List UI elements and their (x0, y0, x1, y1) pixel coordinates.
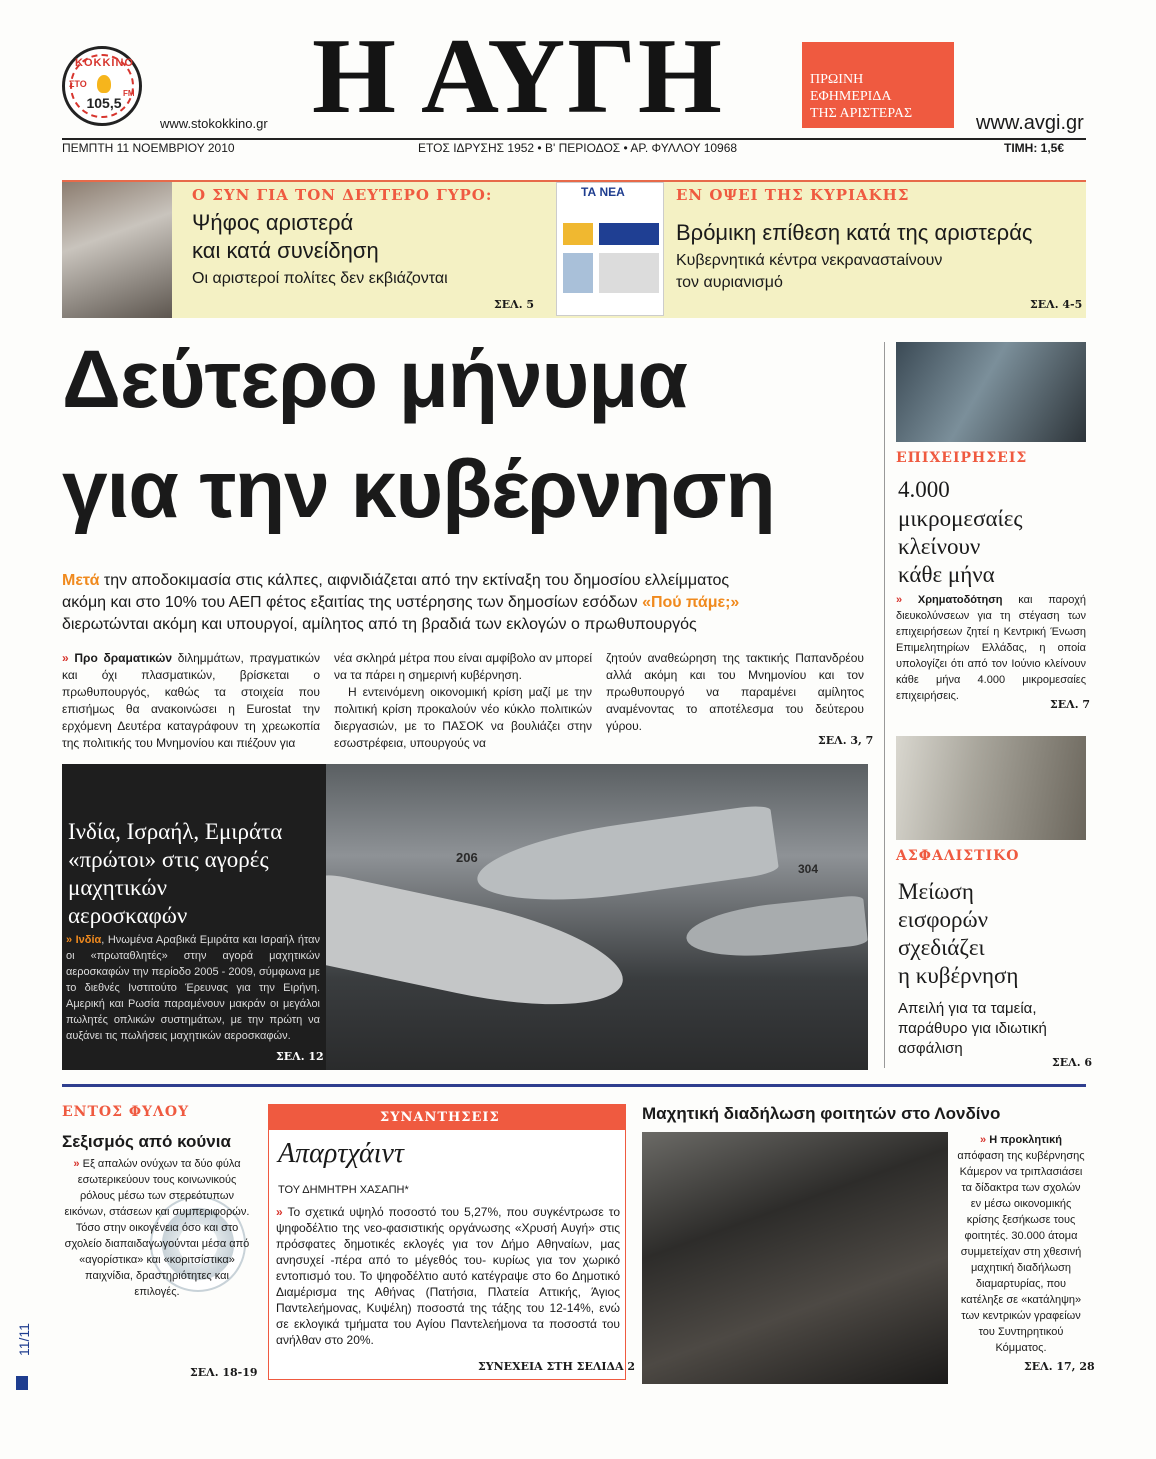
london-photo (642, 1132, 948, 1384)
business-body-bold: Χρηματοδότηση (917, 594, 1003, 606)
business-headline-4[interactable]: κάθε μήνα (898, 562, 995, 587)
jet-number-2: 304 (798, 862, 819, 876)
business-photo (896, 342, 1086, 442)
jets-headline-2[interactable]: «πρώτοι» στις αγορές (68, 847, 269, 872)
lead-intro (62, 570, 882, 636)
inside-body-text: Εξ απαλών ονύχων τα δύο φύλα εσωτερικεύουν τους κοινωνικούς ρόλους μέσω των στερεότυπων εικόνων, στάσεων και συμπεριφορών. Τόσο στην οικογένεια όσο και στο σχολείο διαπαιδαγωγούνται μέσα από «αγορίστικα» και «κοριτσίστικα» παιχνίδια, δραστηριότητες και επιλογές. (64, 1158, 250, 1298)
insurance-headline-4[interactable]: η κυβέρνηση (898, 963, 1019, 988)
jet-1 (473, 803, 780, 914)
meetings-headline[interactable]: Απαρτχάιντ (278, 1138, 404, 1169)
issue-date: ΠΕΜΠΤΗ 11 ΝΟΕΜΒΡΙΟΥ 2010 (62, 141, 235, 155)
thumb-image-2 (599, 223, 659, 245)
tagline-line-2: ΕΦΗΜΕΡΙΔΑ (810, 89, 892, 104)
meetings-body-text: Το σχετικά υψηλό ποσοστό του 5,27%, που συγκέντρωσε το ψηφοδέλτιο της νεο-φασιστικής οργάνωσης «Χρυσή Αυγή» στις πρόσφατες δημοτικές εκλογές για τον Δήμο Αθηναίων, μας ανησυχεί -πέρα από το μέγεθός του- κυρίως για τον χωρικό εντοπισμό του. Το ψηφοδέλτιο αυτό κατέγραψε στο 6ο Δημοτικό Διαμέρισμα της Αθήνας (Πατήσια, Πλατεία Αττικής, Άγιος Παντελεήμονας, Κυψέλη) ποσοστά της τάξης του 12-14%, ενώ σε εκλογικά τμήματα του Αγίου Παντελεήμονα τα ποσοστά του ανήλθαν στο 20%. (276, 1205, 621, 1347)
inside-body (62, 1156, 252, 1300)
lead-intro-3: διερωτώνται ακόμη και υπουργοί, αμίλητος από τη βραδιά των εκλογών ο πρωθυπουργός (62, 616, 697, 633)
issue-price: ΤΙΜΗ: 1,5€ (1004, 141, 1065, 155)
business-body (896, 592, 1086, 704)
lead-col1-text: διλημμάτων, πραγματικών και όχι πλασματικών, βρίσκεται ο πρωθυπουργός, καθώς τα στοιχεία που επισήμως θα ανακοινώσει η Eurostat την ερχόμενη Δευτέρα καταγράφουν τη χρεωκοπία της πολιτικής του Μνημονίου και πιέζουν για (62, 651, 320, 750)
radio-logo[interactable] (62, 46, 142, 126)
lead-intro-word: Μετά (62, 572, 100, 589)
arrow-icon: » (66, 934, 73, 946)
bulb-icon (97, 75, 111, 93)
radio-logo-top: KOKKINO (75, 57, 134, 69)
thumb-image-3 (563, 253, 593, 293)
teaser-left-headline-2[interactable]: και κατά συνείδηση (192, 238, 379, 263)
radio-logo-freq: 105,5 (86, 95, 122, 111)
insurance-sub-2: παράθυρο για ιδιωτική (898, 1020, 1047, 1037)
jets-body-bold: Ινδία (75, 934, 102, 946)
lead-intro-2: ακόμη και στο 10% του ΑΕΠ φέτος εξαιτίας της υστέρησης των δημοσίων εσόδων (62, 594, 643, 611)
business-page: ΣΕΛ. 7 (1050, 698, 1091, 711)
radio-url[interactable]: www.stokokkino.gr (160, 116, 268, 131)
jets-headline-1[interactable]: Ινδία, Ισραήλ, Εμιράτα (68, 819, 283, 844)
lead-headline-1[interactable]: Δεύτερο μήνυμα (62, 334, 687, 425)
inside-headline[interactable]: Σεξισμός από κούνια (62, 1132, 231, 1151)
business-headline-3[interactable]: κλείνουν (898, 534, 981, 559)
lead-headline-2[interactable]: για την κυβέρνηση (62, 444, 775, 535)
thumb-image-1 (563, 223, 593, 245)
meetings-section: ΣΥΝΑΝΤΗΣΕΙΣ (380, 1110, 500, 1125)
sidebar-divider (884, 342, 885, 1068)
teaser-left-photo (62, 182, 172, 318)
teaser-right-kicker: ΕΝ ΟΨΕΙ ΤΗΣ ΚΥΡΙΑΚΗΣ (676, 186, 910, 204)
side-marker (16, 1376, 28, 1390)
lead-intro-1: την αποδοκιμασία στις κάλπες, αιφνιδιάζεται από την εκτίναξη του δημοσίου ελλείμματος (99, 572, 730, 589)
side-date: 11/11 (16, 1323, 32, 1356)
business-body-text: και παροχή διευκολύνσεων για τη στέγαση των επιχειρήσεων ζητεί η Κεντρική Ένωση Επιμελητηρίων Ελλάδας, η οποία υπολογίζει ότι από τον Ιούνιο κλείνουν κάθε μήνα 4.000 μικρομεσαίες επιχειρήσεις. (896, 594, 1086, 702)
jets-body (66, 932, 320, 1044)
business-headline-2[interactable]: μικρομεσαίες (898, 506, 1023, 531)
jets-page: ΣΕΛ. 12 (276, 1050, 324, 1063)
lead-intro-quote: «Πού πάμε;» (642, 594, 740, 611)
meetings-byline: ΤΟΥ ΔΗΜΗΤΡΗ ΧΑΣΑΠΗ* (278, 1184, 409, 1196)
radio-logo-left: ΣΤΟ (69, 79, 87, 89)
tagline-box (802, 42, 954, 128)
inside-section: ΕΝΤΟΣ ΦΥΛΟΥ (62, 1104, 190, 1120)
london-body-text: απόφαση της κυβέρνησης Κάμερον να τριπλασιάσει τα δίδακτρα των σχολών εν μέσω οικονομικής κρίσης ξεσήκωσε τους φοιτητές. 30.000 άτομα συμμετείχαν στη χθεσινή μαχητική διαδήλωση διαμαρτυρίας, που κατέληξε σε «κατάληψη» των κεντρικών γραφείων του Συντηρητικού Κόμματος. (957, 1150, 1085, 1354)
lead-col3-text: ζητούν αναθεώρηση της τακτικής Παπανδρέου αλλά ακόμη και του Μνημονίου και τον πρωθυπουργό να παραμένει αμίλητος αναμένοντας το αποτέλεσμα του δεύτερου γύρου. (606, 651, 864, 733)
insurance-sub-3: ασφάλιση (898, 1040, 963, 1057)
arrow-icon: » (276, 1205, 283, 1219)
business-headline-1[interactable]: 4.000 (898, 477, 950, 502)
teaser-left-sub: Οι αριστεροί πολίτες δεν εκβιάζονται (192, 270, 448, 287)
insurance-page: ΣΕΛ. 6 (1052, 1056, 1093, 1069)
insurance-photo (896, 736, 1086, 840)
meetings-continue[interactable]: ΣΥΝΕΧΕΙΑ ΣΤΗ ΣΕΛΙΔΑ 2 (478, 1360, 636, 1373)
masthead-rule (62, 138, 1086, 140)
tagline-line-3: ΤΗΣ ΑΡΙΣΤΕΡΑΣ (810, 106, 913, 121)
jets-photo (326, 764, 868, 1070)
teaser-right-thumb (556, 182, 664, 316)
insurance-section: ΑΣΦΑΛΙΣΤΙΚΟ (896, 848, 1020, 864)
jet-number-1: 206 (456, 850, 478, 865)
jets-headline-3[interactable]: μαχητικών (68, 875, 167, 900)
insurance-headline-1[interactable]: Μείωση (898, 879, 974, 904)
jet-2 (684, 895, 868, 964)
teaser-thumb-label: ΤΑ ΝΕΑ (581, 185, 625, 199)
lead-column-2 (334, 650, 592, 752)
arrow-icon: » (980, 1134, 987, 1146)
insurance-sub-1: Απειλή για τα ταμεία, (898, 1000, 1037, 1017)
lead-column-1 (62, 650, 320, 752)
inside-page: ΣΕΛ. 18-19 (190, 1366, 258, 1379)
radio-logo-fm: FM (123, 89, 135, 98)
business-section: ΕΠΙΧΕΙΡΗΣΕΙΣ (896, 450, 1028, 466)
lead-col1-bold: Προ δραματικών (74, 651, 173, 665)
lead-col2b-text: Η εντεινόμενη οικονομική κρίση μαζί με την πολιτική κρίση προκαλούν νέο κύκλο πολιτικών διεργασιών, με το ΠΑΣΟΚ να βουλιάζει στην εσωστρέφεια, υπουργούς να (334, 685, 592, 750)
arrow-icon: » (73, 1158, 80, 1170)
thumb-image-4 (599, 253, 659, 293)
jets-headline-4[interactable]: αεροσκαφών (68, 903, 188, 928)
insurance-headline-2[interactable]: εισφορών (898, 907, 989, 932)
tagline-line-1: ΠΡΩΙΝΗ (810, 72, 864, 87)
teaser-right-sub-2: τον αυριανισμό (676, 274, 783, 291)
bottom-section-rule (62, 1084, 1086, 1087)
teaser-left-page: ΣΕΛ. 5 (494, 298, 535, 311)
london-page: ΣΕΛ. 17, 28 (1024, 1360, 1095, 1373)
teaser-right-page: ΣΕΛ. 4-5 (1030, 298, 1083, 311)
site-url[interactable]: www.avgi.gr (976, 112, 1084, 134)
arrow-icon: » (62, 651, 69, 665)
lead-col2a-text: νέα σκληρά μέτρα που είναι αμφίβολο αν μπορεί να τα πάρει η σημερινή κυβέρνηση. (334, 651, 592, 682)
teaser-right-sub-1: Κυβερνητικά κέντρα νεκραναστaίνουν (676, 252, 943, 269)
meetings-body (276, 1204, 620, 1348)
london-headline[interactable]: Μαχητική διαδήλωση φοιτητών στο Λονδίνο (642, 1104, 1001, 1123)
lead-page: ΣΕΛ. 3, 7 (818, 734, 874, 747)
arrow-icon: » (896, 594, 903, 606)
issue-info: ΕΤΟΣ ΙΔΡΥΣΗΣ 1952 • Β' ΠΕΡΙΟΔΟΣ • ΑΡ. ΦΥΛΛΟΥ 10968 (418, 141, 738, 155)
teaser-left-kicker: Ο ΣΥΝ ΓΙΑ ΤΟΝ ΔΕΥΤΕΡΟ ΓΥΡΟ: (192, 186, 493, 204)
newspaper-title: Η ΑΥΓΗ (312, 17, 724, 136)
teaser-left-headline-1[interactable]: Ψήφος αριστερά (192, 210, 354, 235)
jets-body-text: , Ηνωμένα Αραβικά Εμιράτα και Ισραήλ ήταν οι «πρωταθλητές» στην αγορά μαχητικών αεροσκαφών την περίοδο 2005 - 2009, σύμφωνα με το διεθνές Ινστιτούτο Έρευνας για την Ειρήνη. Αμερική και Ρωσία παραμένουν μακράν οι μεγάλοι πωλητές οπλικών συστημάτων, με την πρώτη να αυξάνει τις πωλήσεις μαχητικών αεροσκαφών. (66, 934, 320, 1042)
teaser-right-headline[interactable]: Βρόμικη επίθεση κατά της αριστεράς (676, 220, 1033, 245)
london-body-bold: Η προκλητική (989, 1134, 1062, 1146)
london-body (956, 1132, 1086, 1356)
insurance-headline-3[interactable]: σχεδιάζει (898, 935, 985, 960)
lead-column-3 (606, 650, 864, 735)
